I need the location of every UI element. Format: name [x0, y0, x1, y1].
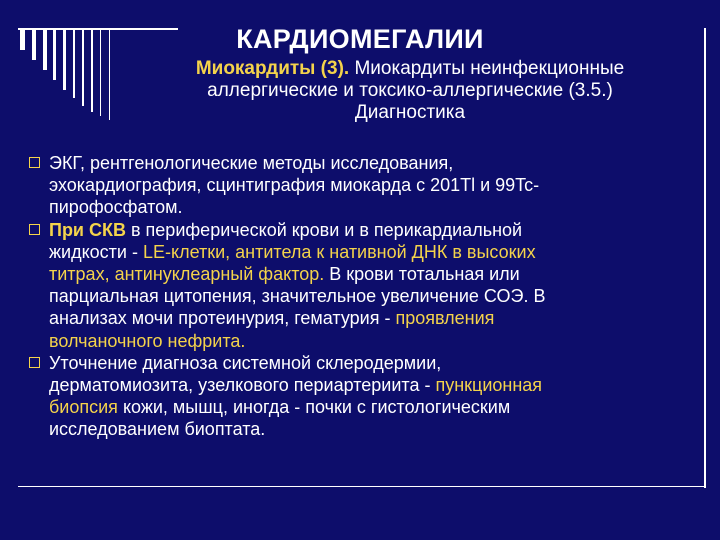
square-bullet-icon	[29, 357, 40, 368]
bullet-item	[0, 152, 688, 219]
subtitle-highlight: Миокардиты (3).	[195, 58, 350, 79]
decorative-right-line	[704, 28, 706, 488]
subtitle-text: Миокардиты неинфекционные аллергические и токсико-аллергические (3.5.)	[207, 58, 625, 101]
square-bullet-icon	[29, 224, 40, 235]
bullet-text	[49, 152, 569, 219]
square-bullet-icon	[29, 157, 40, 168]
bullet-segment: В крови тотальная или парциальная цитопения, значительное увеличение СОЭ. В анализах мочи протеинурия, гематурия -	[49, 264, 546, 329]
bullet-list	[28, 152, 688, 441]
bullet-text	[49, 352, 569, 441]
slide-title: КАРДИОМЕГАЛИИ	[236, 24, 484, 54]
bullet-segment: в периферической крови и в перикардиальной жидкости -	[49, 219, 523, 262]
bullet-text	[49, 219, 569, 352]
bullet-segment: кожи, мышц, иногда - почки с гистологическим исследованием биоптата.	[49, 397, 511, 440]
subtitle-diagnostics: Диагностика	[354, 102, 466, 123]
bullet-item	[0, 219, 688, 352]
bullet-segment: ЭКГ, рентгенологические методы исследования, эхокардиография, сцинтиграфия миокарда с 201Tl и 99Tc-пирофосфатом.	[49, 153, 540, 218]
bullet-segment: Уточнение диагноза системной склеродермии, дерматомиозита, узелкового периартериита -	[49, 352, 442, 396]
bullet-highlight: пункционная биопсия	[49, 375, 543, 418]
bullet-highlight: проявления волчаночного нефрита.	[49, 308, 495, 351]
bullet-highlight: LE-клетки, антитела к нативной ДНК в высоких титрах, антинуклеарный фактор.	[49, 241, 536, 285]
bullet-highlight: При СКВ	[49, 219, 126, 240]
slide-subtitle	[150, 58, 670, 124]
bullet-item	[0, 352, 688, 441]
decorative-bottom-line	[18, 486, 706, 487]
